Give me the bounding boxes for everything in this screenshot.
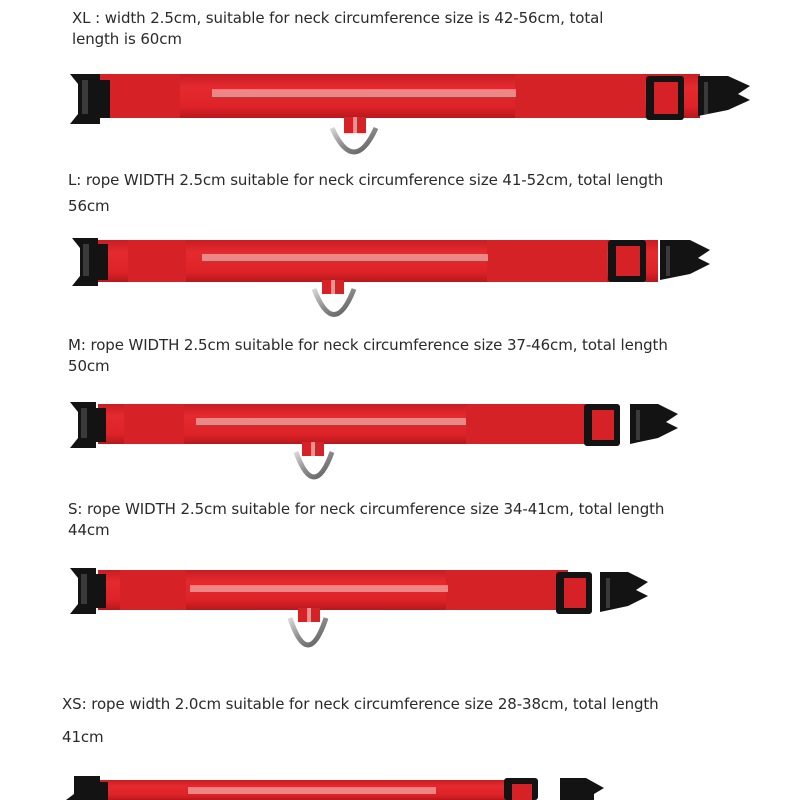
collar-l <box>72 238 710 315</box>
caption-xs-line2: 41cm <box>62 728 104 746</box>
caption-m-line2: 50cm <box>68 357 110 375</box>
caption-m-line1: M: rope WIDTH 2.5cm suitable for neck circumference size 37-46cm, total length <box>68 336 668 354</box>
caption-l-line1: L: rope WIDTH 2.5cm suitable for neck circumference size 41-52cm, total length <box>68 171 664 189</box>
caption-l-line2: 56cm <box>68 197 110 215</box>
collar-xl <box>70 74 750 152</box>
caption-xl-line1: XL : width 2.5cm, suitable for neck circumference size is 42-56cm, total <box>72 9 604 27</box>
collar-s <box>70 568 648 645</box>
collar-xs <box>66 776 604 800</box>
collar-m <box>70 402 678 477</box>
caption-s-line1: S: rope WIDTH 2.5cm suitable for neck circumference size 34-41cm, total length <box>68 500 665 518</box>
caption-xl-line2: length is 60cm <box>72 30 182 48</box>
caption-s-line2: 44cm <box>68 521 110 539</box>
caption-xs-line1: XS: rope width 2.0cm suitable for neck circumference size 28-38cm, total length <box>62 695 659 713</box>
